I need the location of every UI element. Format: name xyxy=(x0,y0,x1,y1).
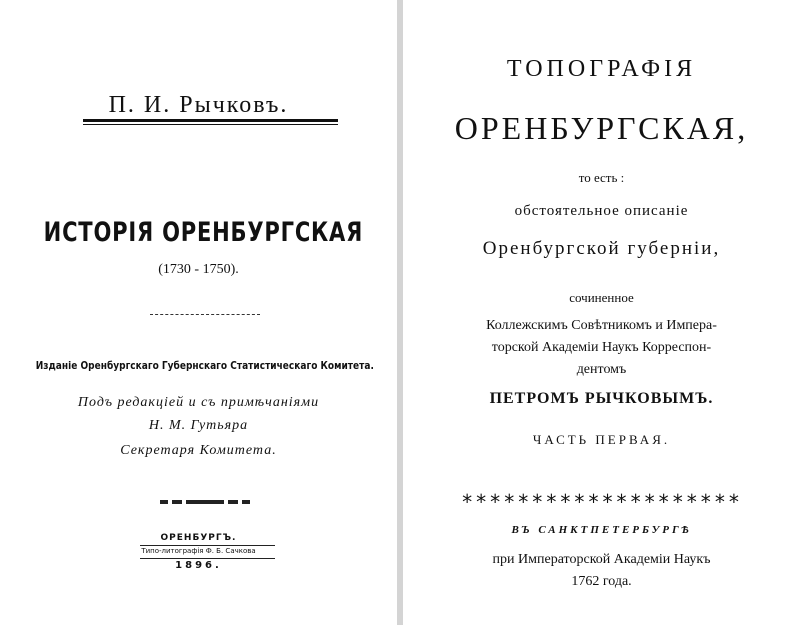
imprint-rule-top xyxy=(140,545,275,546)
text-line-7: Коллежскимъ Совѣтникомъ и Импера- xyxy=(486,318,717,333)
left-title-page xyxy=(0,0,397,625)
imprint-year: 1762 года. xyxy=(571,574,632,589)
text-line-9: дентомъ xyxy=(576,362,627,377)
text-line-8: торской Академіи Наукъ Корреспон- xyxy=(491,340,712,355)
editor-line-2: Н. М. Гутьяра xyxy=(148,418,249,433)
text-line-4: обстоятельное описаніе xyxy=(514,203,689,219)
imprint-city: ВЪ САНКТПЕТЕРБУРГѢ xyxy=(511,524,692,536)
editor-line-3: Секретаря Комитета. xyxy=(120,443,277,458)
editor-line-1: Подъ редакціей и съ примѣчаніями xyxy=(77,395,320,410)
title-rule-thin xyxy=(83,124,338,125)
star-divider: ******************** xyxy=(461,490,742,514)
right-title-page xyxy=(403,0,800,625)
imprint-printer: Типо-литографія Ф. Б. Сачкова xyxy=(141,547,256,555)
author-line: ПЕТРОМЪ РЫЧКОВЫМЪ. xyxy=(489,390,714,407)
imprint-city: ОРЕНБУРГЪ. xyxy=(160,533,237,543)
author-name: П. И. Рычковъ. xyxy=(108,92,289,118)
title-line-2: ОРЕНБУРГСКАЯ, xyxy=(454,110,749,146)
book-years: (1730 - 1750). xyxy=(158,262,239,277)
publisher-line: Изданіе Оренбургскаго Губернскаго Статистическаго Комитета. xyxy=(35,359,374,372)
ornament-divider xyxy=(150,314,260,316)
text-line-5: Оренбургской губерніи, xyxy=(482,238,721,259)
title-line-1: ТОПОГРАФІЯ xyxy=(506,56,697,82)
book-title: ИСТОРІЯ ОРЕНБУРГСКАЯ xyxy=(43,217,364,248)
part-line: ЧАСТЬ ПЕРВАЯ. xyxy=(532,432,671,447)
title-rule xyxy=(83,119,338,122)
ornament-bar xyxy=(160,500,250,504)
text-line-3: то есть : xyxy=(578,170,625,185)
text-line-6: сочиненное xyxy=(569,290,634,305)
imprint-publisher: при Императорской Академіи Наукъ xyxy=(492,552,711,567)
imprint-year: 1896. xyxy=(175,560,222,571)
imprint-rule-bottom xyxy=(140,558,275,559)
